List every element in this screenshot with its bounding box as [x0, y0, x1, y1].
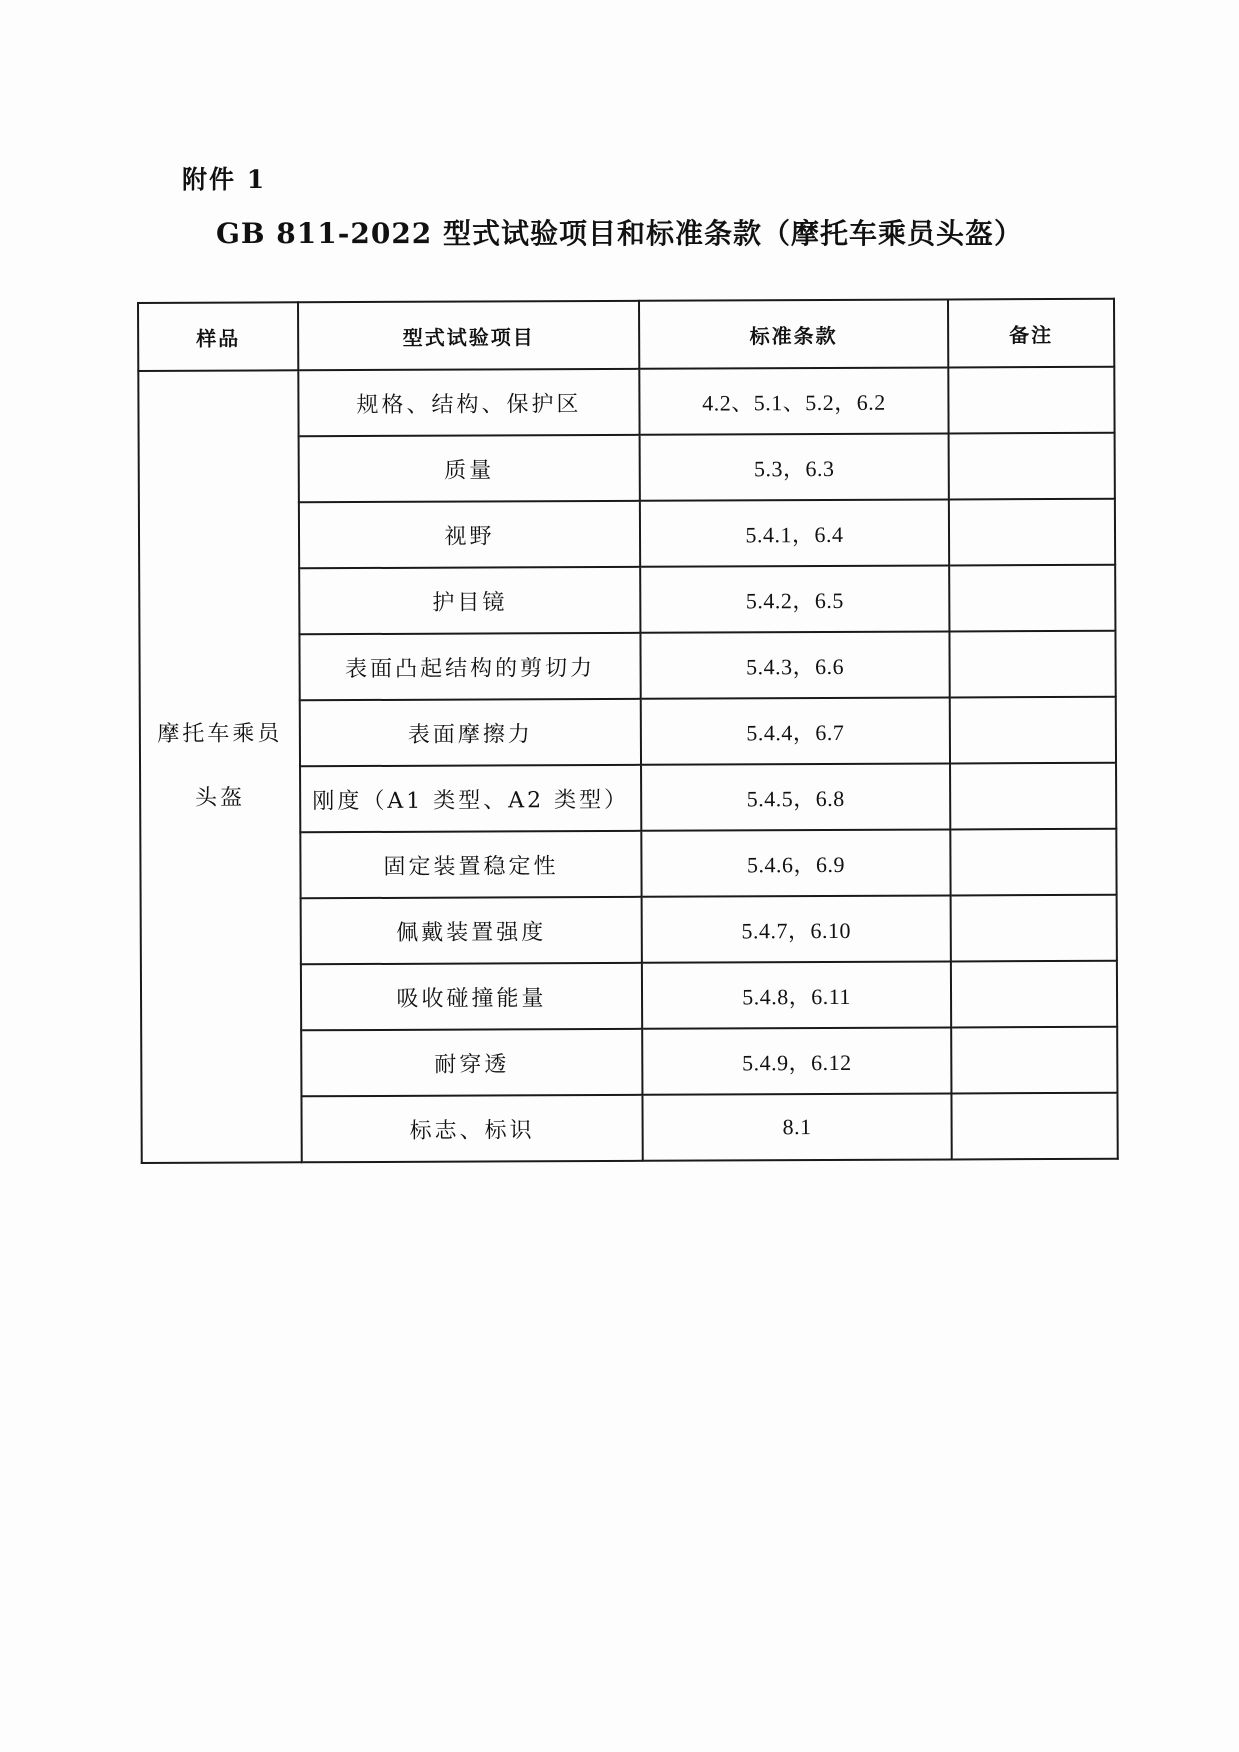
header-remark: 备注 — [948, 299, 1114, 368]
test-item-cell: 吸收碰撞能量 — [301, 963, 642, 1030]
header-standard-clause: 标准条款 — [639, 299, 948, 368]
clause-cell: 5.4.5，6.8 — [641, 763, 950, 830]
sample-name-line1: 摩托车乘员 — [157, 721, 283, 747]
test-item-cell: 护目镜 — [299, 567, 640, 634]
clause-cell: 5.3，6.3 — [640, 433, 949, 500]
test-item-cell: 佩戴装置强度 — [301, 897, 642, 964]
clause-cell: 5.4.2，6.5 — [640, 565, 949, 632]
sample-name-line2: 头盔 — [195, 785, 246, 811]
attachment-label: 附件 1 — [182, 165, 267, 194]
header-test-item: 型式试验项目 — [298, 301, 639, 370]
clause-cell: 5.4.1，6.4 — [640, 499, 949, 566]
clause-cell: 5.4.6，6.9 — [641, 829, 950, 896]
clause-cell: 5.4.7，6.10 — [642, 895, 951, 962]
remark-cell — [951, 1093, 1117, 1160]
table-header-row — [138, 299, 1114, 371]
clause-cell: 5.4.3，6.6 — [640, 631, 949, 698]
remark-cell — [951, 1027, 1117, 1094]
remark-cell — [949, 631, 1115, 698]
header-sample: 样品 — [138, 302, 298, 371]
test-item-cell: 刚度（A1 类型、A2 类型） — [300, 765, 641, 832]
sample-cell — [138, 370, 301, 1163]
test-item-cell: 标志、标识 — [301, 1095, 642, 1162]
remark-cell — [950, 763, 1116, 830]
table-row — [138, 367, 1114, 437]
remark-cell — [950, 829, 1116, 896]
test-item-cell: 耐穿透 — [301, 1029, 642, 1096]
clause-cell: 5.4.4，6.7 — [641, 697, 950, 764]
remark-cell — [948, 367, 1114, 434]
test-item-cell: 表面凸起结构的剪切力 — [299, 633, 640, 700]
test-item-cell: 规格、结构、保护区 — [298, 369, 639, 436]
clause-cell: 4.2、5.1、5.2，6.2 — [639, 367, 948, 434]
test-items-table — [137, 298, 1119, 1164]
clause-cell: 5.4.9，6.12 — [642, 1027, 951, 1094]
clause-cell: 5.4.8，6.11 — [642, 961, 951, 1028]
remark-cell — [950, 697, 1116, 764]
remark-cell — [949, 565, 1115, 632]
remark-cell — [951, 961, 1117, 1028]
test-item-cell: 表面摩擦力 — [300, 699, 641, 766]
remark-cell — [949, 499, 1115, 566]
test-item-cell: 质量 — [299, 435, 640, 502]
remark-cell — [951, 895, 1117, 962]
clause-cell: 8.1 — [642, 1093, 951, 1160]
test-item-cell: 视野 — [299, 501, 640, 568]
test-item-cell: 固定装置稳定性 — [300, 831, 641, 898]
remark-cell — [949, 433, 1115, 500]
document-title: GB 811-2022 型式试验项目和标准条款（摩托车乘员头盔） — [215, 217, 1024, 250]
